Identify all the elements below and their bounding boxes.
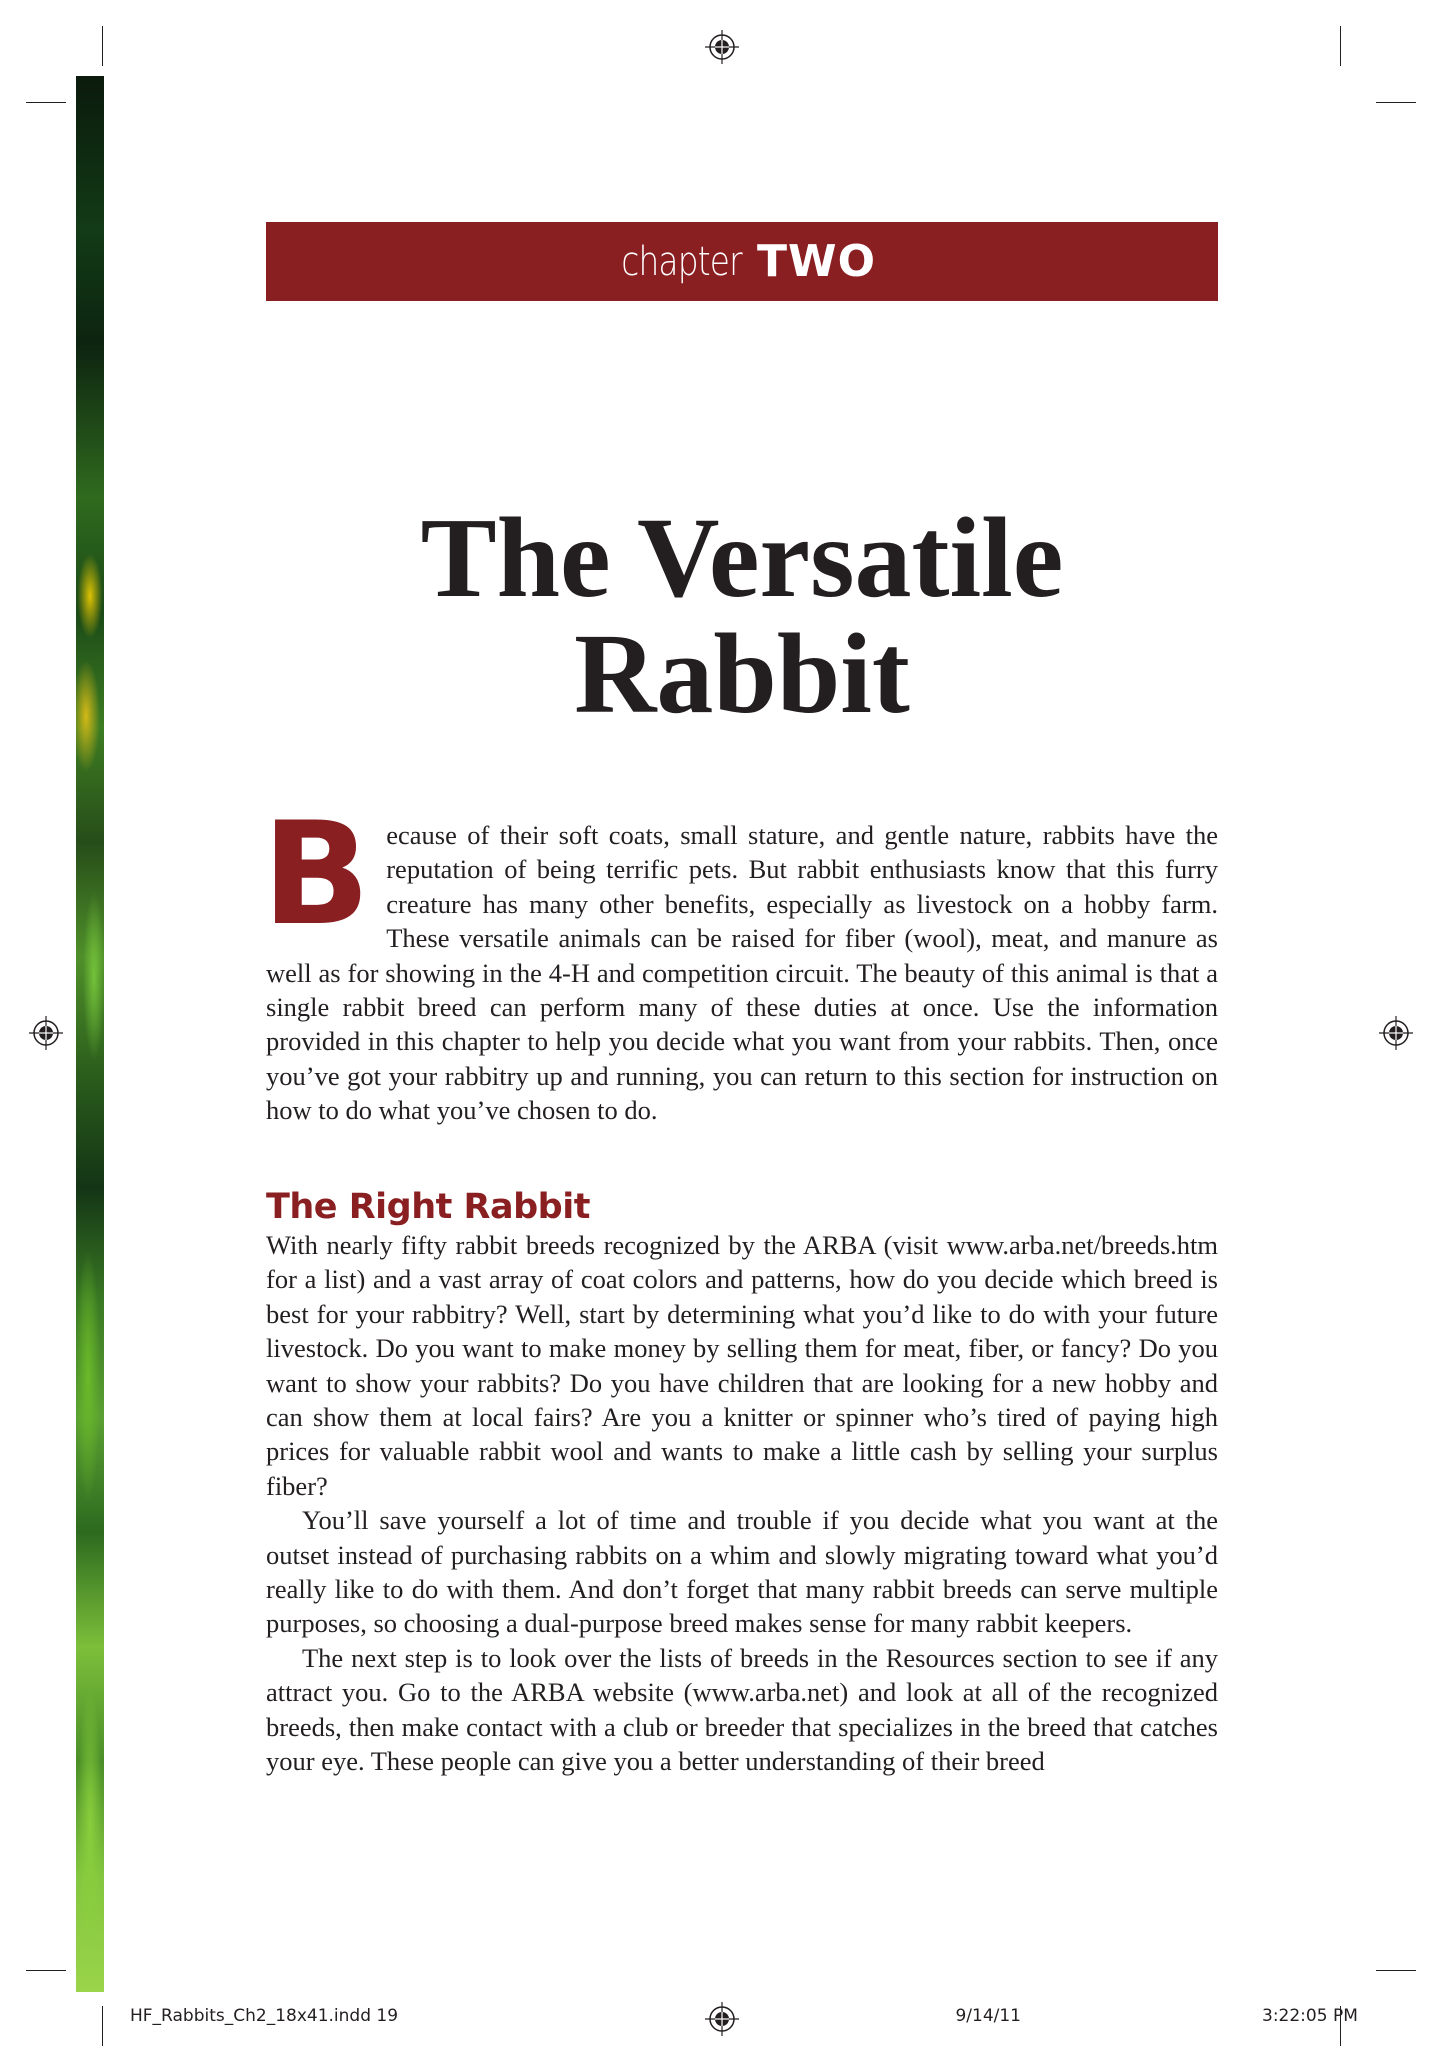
foliage-bleed-image — [76, 76, 104, 1992]
crop-mark-top-right-vertical — [1340, 26, 1341, 66]
chapter-title-line: Rabbit — [574, 610, 910, 737]
drop-cap: B — [262, 792, 371, 957]
crop-mark-top-right-horizontal — [1376, 102, 1416, 103]
footer-file-slug: HF_Rabbits_Ch2_18x41.indd 19 — [130, 2006, 399, 2026]
chapter-label: chapter — [621, 238, 742, 285]
footer-date: 9/14/11 — [955, 2006, 1021, 2026]
body-paragraph: The next step is to look over the lists of breeds in the Resources section to see if any attract you. Go to the ARBA website (www.arba.net) and look at all of the recognized breeds, then make contact with a club or breeder that specializes in the breed that catches your eye. These people can give you a better understanding of their breed — [266, 1642, 1218, 1777]
crop-mark-bottom-right-horizontal — [1376, 1970, 1416, 1971]
chapter-title — [266, 494, 1218, 737]
registration-target-icon — [29, 1016, 63, 1050]
registration-target-icon — [705, 2002, 739, 2036]
crop-mark-bottom-left-horizontal — [26, 1970, 66, 1971]
footer-time: 3:22:05 PM — [1262, 2006, 1358, 2026]
registration-target-icon — [1379, 1016, 1413, 1050]
chapter-number: TWO — [757, 236, 876, 287]
body-paragraph: You’ll save yourself a lot of time and trouble if you decide what you want at the outset instead of purchasing rabbits on a whim and slowly migrating toward what you’d really like to do with them. And don’t forget that many rabbit breeds can serve multiple purposes, so choosing a dual-purpose breed makes sense for many rabbit keepers. — [266, 1505, 1218, 1639]
chapter-title-line: The Versatile — [420, 494, 1064, 621]
crop-mark-top-left-vertical — [102, 26, 103, 66]
intro-paragraph — [262, 792, 1218, 1128]
body-paragraph: With nearly fifty rabbit breeds recognized by the ARBA (visit www.arba.net/breeds.htm for a list) and a vast array of coat colors and patterns, how do you decide which breed is best for your rabbitry? Well, start by determining what you’d like to do with your future livestock. Do you want to make money by selling them for meat, fiber, or fancy? Do you want to show your rabbits? Do you have children that are looking for a new hobby and can show them at local fairs? Are you a knitter or spinner who’s tired of paying high prices for valuable rabbit wool and wants to make a little cash by selling your surplus fiber? — [266, 1230, 1218, 1501]
chapter-banner — [266, 222, 1218, 301]
crop-mark-bottom-left-vertical — [102, 2006, 103, 2046]
registration-target-icon — [705, 30, 739, 64]
section-heading: The Right Rabbit — [266, 1187, 590, 1227]
section-body — [266, 1228, 1218, 1779]
intro-text: ecause of their soft coats, small stature, and gentle nature, rabbits have the reputation of being terrific pets. But rabbit enthusiasts know that this furry creature has many other benefits, especially as livestock on a hobby farm. These versatile animals can be raised for fiber (wool), meat, and manure as well as for showing in the 4-H and competition circuit. The beauty of this animal is that a single rabbit breed can perform many of these duties at once. Use the information provided in this chapter to help you decide what you want from your rabbits. Then, once you’ve got your rabbitry up and running, you can return to this section for instruction on how to do what you’ve chosen to do. — [266, 820, 1218, 1126]
crop-mark-top-left-horizontal — [26, 102, 66, 103]
